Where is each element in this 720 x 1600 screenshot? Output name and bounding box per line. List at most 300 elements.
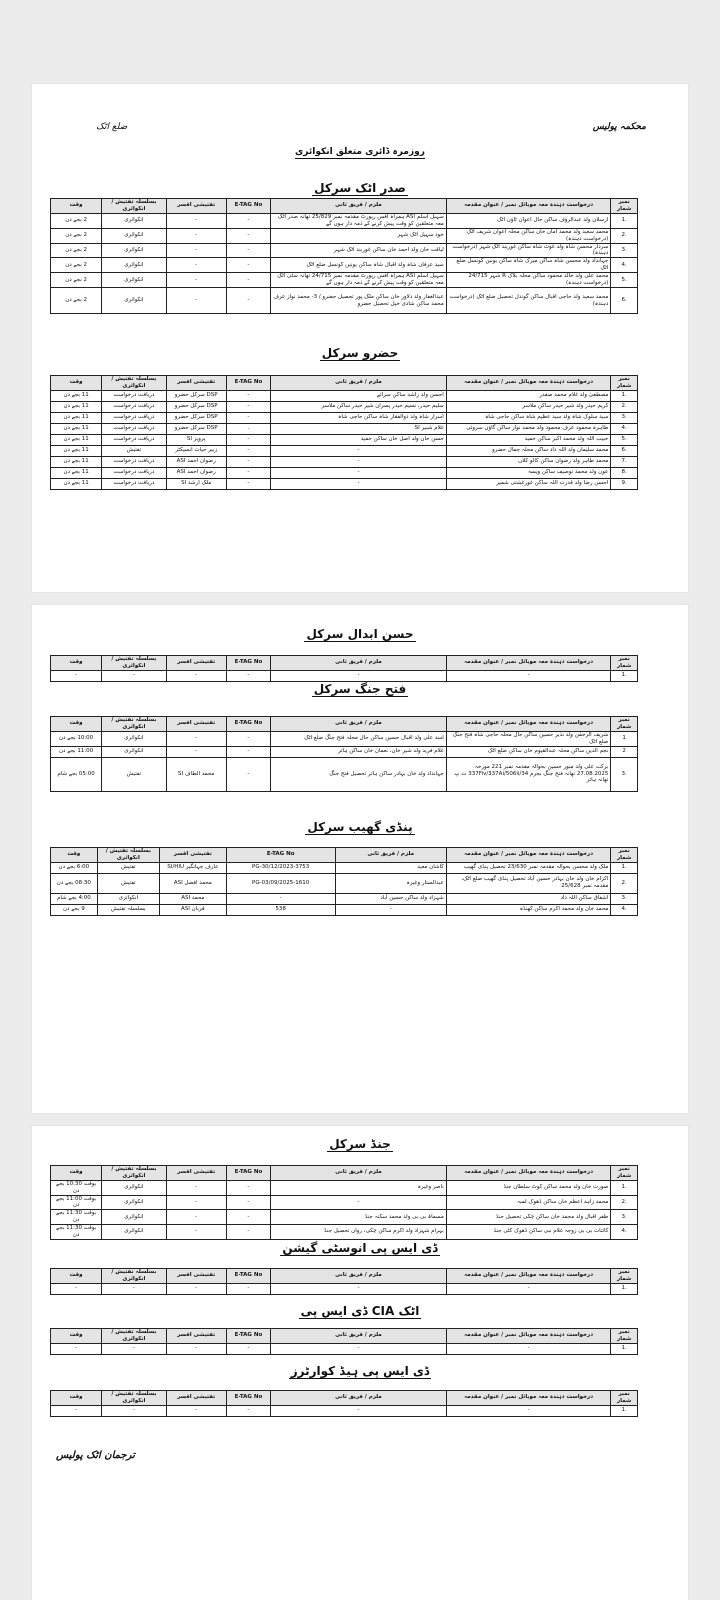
table-cell: - xyxy=(226,1283,270,1294)
column-header: نمبر شمار xyxy=(611,1269,638,1284)
table-cell: - xyxy=(226,1195,270,1210)
table-cell: - xyxy=(226,1225,270,1240)
table-cell: دریافت درخواست xyxy=(102,401,166,412)
section-title: حضرو سرکل xyxy=(321,346,399,360)
table-cell: کریم حیدر ولد شیر حیدر ساکن ملاسر xyxy=(446,401,611,412)
table-cell: شریف الرحمٰن ولد نذیر حسین ساکن حال محلہ حاجی شاہ فتح جنگ ضلع اٹک xyxy=(446,731,611,746)
table-cell: .4 xyxy=(611,258,638,273)
column-header: بسلسلہ تفتیش / انکوائری xyxy=(102,376,166,391)
table-cell: - xyxy=(226,1343,270,1354)
column-header: E-TAG No xyxy=(226,717,270,732)
table-cell: لیاقت خان ولد احمد خان ساکن غوربند اٹک شہر xyxy=(271,243,447,258)
table-cell: تفتیش xyxy=(97,862,159,873)
table-cell: انکوائری xyxy=(102,273,166,288)
table-cell: .7 xyxy=(611,456,638,467)
table-cell: قربان ASI xyxy=(159,904,226,915)
enquiry-table xyxy=(50,847,638,916)
table-row xyxy=(51,1210,638,1225)
column-header: تفتیشی افسر xyxy=(166,1166,226,1181)
section-title: جنڈ سرکل xyxy=(329,1137,391,1151)
table-row xyxy=(51,746,638,757)
column-header: درخواست دہندہ معہ موبائل نمبر / عنوان مقدمہ xyxy=(446,1329,611,1344)
enquiry-table xyxy=(50,1268,638,1295)
column-header: درخواست دہندہ معہ موبائل نمبر / عنوان مقدمہ xyxy=(446,848,611,863)
table-cell: .2 xyxy=(611,1195,638,1210)
table-cell: 05:00 بجے شام xyxy=(51,757,102,791)
column-header: بسلسلہ تفتیش / انکوائری xyxy=(102,1269,166,1284)
table-cell: محمد سعید ولد حاجی اقبال ساکن گوندل تحصیل ضلع اٹک (درخواست دہندہ) xyxy=(446,288,611,314)
table-cell: .1 xyxy=(611,1405,638,1416)
table-cell: - xyxy=(226,731,270,746)
column-header: بسلسلہ تفتیش / انکوائری xyxy=(97,848,159,863)
table-cell: - xyxy=(51,1405,102,1416)
table-cell: محمد سلیمان ولد اللہ داد ساکن محلہ جمال حضرو xyxy=(446,445,611,456)
table-cell: 11 بجے دن xyxy=(51,456,102,467)
table-row xyxy=(51,445,638,456)
column-header: نمبر شمار xyxy=(611,376,638,391)
table-cell: انکوائری xyxy=(97,893,159,904)
table-row xyxy=(51,873,638,893)
column-header: نمبر شمار xyxy=(611,656,638,671)
table-cell: - xyxy=(226,893,335,904)
table-cell: .3 xyxy=(611,757,638,791)
table-cell: .1 xyxy=(611,390,638,401)
table-cell: . xyxy=(226,423,270,434)
table-cell: - xyxy=(226,258,270,273)
table-cell: بوقت 11:30 بجے دن xyxy=(51,1225,102,1240)
column-header: بسلسلہ تفتیش / انکوائری xyxy=(102,1329,166,1344)
table-cell: .4 xyxy=(611,1225,638,1240)
table-cell: - xyxy=(166,228,226,243)
table-cell: - xyxy=(166,1225,226,1240)
table-cell: - xyxy=(226,670,270,681)
table-cell: - xyxy=(226,478,270,489)
column-header: تفتیشی افسر xyxy=(166,717,226,732)
column-header: تفتیشی افسر xyxy=(166,656,226,671)
table-cell: .6 xyxy=(611,445,638,456)
table-cell: رضوان احمد ASI xyxy=(166,467,226,478)
table-row xyxy=(51,862,638,873)
table-cell: 2 بجے دن xyxy=(51,288,102,314)
table-cell: - xyxy=(166,1210,226,1225)
table-cell: - xyxy=(271,1343,447,1354)
table-cell: - xyxy=(226,445,270,456)
column-header: تفتیشی افسر xyxy=(166,1269,226,1284)
table-cell: ارسلان ولد عبدالرؤف ساکن حال اعوان ٹاؤن اٹک xyxy=(446,213,611,228)
column-header: بسلسلہ تفتیش / انکوائری xyxy=(102,1166,166,1181)
column-header: E-TAG No xyxy=(226,1329,270,1344)
table-cell: 2 بجے دن xyxy=(51,243,102,258)
table-cell: دریافت درخواست xyxy=(102,434,166,445)
column-header: نمبر شمار xyxy=(611,848,638,863)
column-header: وقت xyxy=(51,1166,102,1181)
table-cell: دریافت درخواست xyxy=(102,412,166,423)
table-cell: سید سلوک شاہ ولد سید عظیم شاہ ساکن حاجی شاہ xyxy=(446,412,611,423)
table-row xyxy=(51,1405,638,1416)
table-cell: - xyxy=(102,1405,166,1416)
table-row xyxy=(51,456,638,467)
table-cell: - xyxy=(226,746,270,757)
table-cell: - xyxy=(166,243,226,258)
column-header: تفتیشی افسر xyxy=(166,199,226,214)
table-cell: بسلسلہ تفتیش xyxy=(97,904,159,915)
table-cell: محمد زاہد اعظم خان ساکن ڈھوک لمبہ xyxy=(446,1195,611,1210)
column-header: E-TAG No xyxy=(226,1391,270,1406)
table-cell: انکوائری xyxy=(102,228,166,243)
column-header: ملزم / فریق ثانی xyxy=(271,1391,447,1406)
table-row xyxy=(51,1343,638,1354)
table-cell: ملک ولد محسن بحوالہ مقدمہ نمبر 23/630 تحصیل پنڈی گھیب xyxy=(446,862,611,873)
table-cell: 11 بجے دن xyxy=(51,390,102,401)
table-cell: سہیل اسلم ASI ہمراہ آفس رپورٹ مقدمہ نمبر 24/715 تھانہ سٹی اٹک معہ متعلقین کو وقت پیش کرنے کے ذمہ دار ہوں گے xyxy=(271,273,447,288)
table-cell: طاہرہ محمود عرف محمود ولد محمد نواز ساکن گاؤں سروئی xyxy=(446,423,611,434)
table-cell: انکوائری xyxy=(102,1180,166,1195)
column-header: E-TAG No xyxy=(226,199,270,214)
table-cell: 11 بجے دن xyxy=(51,445,102,456)
table-cell: - xyxy=(226,228,270,243)
table-cell: تفتیش xyxy=(102,757,166,791)
table-cell: - xyxy=(446,670,611,681)
table-cell: مسماۃ بی بی ولد محمد سکنہ جنڈ xyxy=(271,1210,447,1225)
table-row xyxy=(51,893,638,904)
table-cell: - xyxy=(271,467,447,478)
table-cell: .4 xyxy=(611,423,638,434)
table-cell: .5 xyxy=(611,434,638,445)
table-cell: 11:00 بجے دن xyxy=(51,746,102,757)
table-cell: .1 xyxy=(611,1283,638,1294)
enquiry-table xyxy=(50,716,638,792)
table-cell: محمد علی ولد خالد محمود ساکن محلہ بلاک R شہر 24/715 (درخواست دہندہ) xyxy=(446,273,611,288)
table-cell: 6:00 بجے دن xyxy=(51,862,98,873)
table-cell: ناصر وغیرہ xyxy=(271,1180,447,1195)
table-cell: .8 xyxy=(611,467,638,478)
table-cell: غلام فرید ولد شیر خان، نعمان خان ساکن ہاتر xyxy=(271,746,447,757)
table-cell: PG-03/09/2025-1610 xyxy=(226,873,335,893)
table-cell: .1 xyxy=(611,213,638,228)
column-header: درخواست دہندہ معہ موبائل نمبر / عنوان مقدمہ xyxy=(446,1391,611,1406)
table-row xyxy=(51,213,638,228)
department-label: محکمہ پولیس xyxy=(592,122,646,132)
table-cell: - xyxy=(271,1405,447,1416)
section-title: صدر اٹک سرکل xyxy=(314,181,406,195)
column-header: بسلسلہ تفتیش / انکوائری xyxy=(102,199,166,214)
table-cell: نجم الدین ساکن محلہ عبدالقیوم خان ساکن ضلع اٹک xyxy=(446,746,611,757)
table-cell: - xyxy=(335,904,446,915)
table-cell: اشفاق ساکن اللہ داد xyxy=(446,893,611,904)
column-header: نمبر شمار xyxy=(611,1166,638,1181)
table-cell: تفتیش xyxy=(102,445,166,456)
column-header: درخواست دہندہ معہ موبائل نمبر / عنوان مقدمہ xyxy=(446,199,611,214)
table-cell: 2 بجے دن xyxy=(51,228,102,243)
table-cell: رضوان احمد ASI xyxy=(166,456,226,467)
table-cell: عون ولد محمد توصیف ساکن ویسہ xyxy=(446,467,611,478)
table-header-row xyxy=(51,1166,638,1181)
table-cell: انکوائری xyxy=(102,213,166,228)
table-cell: جہانداد ولد خان بہادر ساکن ہاتر تحصیل فتح جنگ xyxy=(271,757,447,791)
table-cell: محمد الطاف SI xyxy=(166,757,226,791)
table-cell: احسن ولد راشد ساکن سرائے xyxy=(271,390,447,401)
table-cell: .5 xyxy=(611,273,638,288)
table-cell: - xyxy=(102,1343,166,1354)
table-row xyxy=(51,401,638,412)
table-cell: - xyxy=(51,1283,102,1294)
table-cell: انکوائری xyxy=(102,1225,166,1240)
table-cell: - xyxy=(446,1405,611,1416)
table-cell: .3 xyxy=(611,243,638,258)
table-cell: - xyxy=(226,456,270,467)
table-cell: - xyxy=(166,213,226,228)
enquiry-table xyxy=(50,1328,638,1355)
table-cell: 538 xyxy=(226,904,335,915)
table-cell: غلام شبیر SI xyxy=(271,423,447,434)
table-cell: محمد افضل ASI xyxy=(159,873,226,893)
section-title: حسن ابدال سرکل xyxy=(306,627,414,641)
column-header: تفتیشی افسر xyxy=(166,1391,226,1406)
table-header-row xyxy=(51,717,638,732)
table-cell: عارف جہانگیر SI/HIU xyxy=(159,862,226,873)
table-cell: 2 بجے دن xyxy=(51,273,102,288)
table-cell: - xyxy=(226,757,270,791)
table-cell: - xyxy=(166,258,226,273)
column-header: ملزم / فریق ثانی xyxy=(271,656,447,671)
table-cell: - xyxy=(102,1283,166,1294)
table-cell: - xyxy=(166,1180,226,1195)
column-header: E-TAG No xyxy=(226,848,335,863)
enquiry-table xyxy=(50,655,638,682)
table-cell: ملک ارشد SI xyxy=(166,478,226,489)
table-cell: - xyxy=(271,1195,447,1210)
table-cell: DSP سرکل حضرو xyxy=(166,423,226,434)
table-cell: 11 بجے دن xyxy=(51,467,102,478)
table-cell: - xyxy=(166,731,226,746)
table-cell: 4:00 بجے شام xyxy=(51,893,98,904)
table-cell: 2 xyxy=(611,746,638,757)
column-header: E-TAG No xyxy=(226,656,270,671)
table-cell: دریافت درخواست xyxy=(102,423,166,434)
table-cell: .1 xyxy=(611,862,638,873)
column-header: ملزم / فریق ثانی xyxy=(271,1329,447,1344)
table-row xyxy=(51,423,638,434)
column-header: درخواست دہندہ معہ موبائل نمبر / عنوان مقدمہ xyxy=(446,656,611,671)
table-cell: DSP سرکل حضرو xyxy=(166,412,226,423)
column-header: نمبر شمار xyxy=(611,1391,638,1406)
table-cell: - xyxy=(226,243,270,258)
table-cell: احسن رضا ولد قدرت اللہ ساکن غورغشتی شمیر xyxy=(446,478,611,489)
table-cell: .2 xyxy=(611,401,638,412)
district-label: ضلع اٹک xyxy=(96,122,128,132)
column-header: E-TAG No xyxy=(226,1166,270,1181)
table-cell: - xyxy=(166,1343,226,1354)
table-cell: انکوائری xyxy=(102,1210,166,1225)
table-row xyxy=(51,904,638,915)
table-cell: جہانداد ولد محسن شاہ ساکن میرک شاہ ساکن یونین کونسل ضلع اٹک xyxy=(446,258,611,273)
table-cell: - xyxy=(226,390,270,401)
table-cell: - xyxy=(271,456,447,467)
table-cell: 2 بجے دن xyxy=(51,213,102,228)
table-cell: خود سہیل اٹک شہر xyxy=(271,228,447,243)
table-row xyxy=(51,434,638,445)
table-row xyxy=(51,228,638,243)
table-cell: DSP سرکل حضرو xyxy=(166,390,226,401)
enquiry-table xyxy=(50,375,638,490)
table-cell: دریافت درخواست xyxy=(102,390,166,401)
table-cell: 11 بجے دن xyxy=(51,423,102,434)
column-header: درخواست دہندہ معہ موبائل نمبر / عنوان مقدمہ xyxy=(446,717,611,732)
table-cell: - xyxy=(166,288,226,314)
column-header: وقت xyxy=(51,717,102,732)
table-cell: .1 xyxy=(611,670,638,681)
table-cell: محمد ASI xyxy=(159,893,226,904)
table-cell: PG-30/12/2023-3753 xyxy=(226,862,335,873)
table-cell: مصطفیٰ ولد غلام محمد صفدر xyxy=(446,390,611,401)
column-header: تفتیشی افسر xyxy=(159,848,226,863)
table-cell: شہزاد ولد ساکن حسین آباد xyxy=(335,893,446,904)
table-cell: 11 بجے دن xyxy=(51,401,102,412)
table-cell: زبیر حیات انسپکٹر xyxy=(166,445,226,456)
table-cell: - xyxy=(226,213,270,228)
table-cell: 2 بجے دن xyxy=(51,258,102,273)
table-cell: - xyxy=(226,273,270,288)
table-row xyxy=(51,273,638,288)
column-header: وقت xyxy=(51,376,102,391)
table-header-row xyxy=(51,199,638,214)
column-header: درخواست دہندہ معہ موبائل نمبر / عنوان مقدمہ xyxy=(446,1166,611,1181)
table-cell: محمد سعید ولد محمد امان خان ساکن محلہ اعوان شریف اٹک (درخواست دہندہ) xyxy=(446,228,611,243)
table-cell: .2 xyxy=(611,873,638,893)
table-cell: کائنات بی بی زوجہ غلام نبی ساکن ڈھوک کٹی جنڈ xyxy=(446,1225,611,1240)
table-header-row xyxy=(51,1329,638,1344)
table-cell: بوقت 11:00 بجے دن xyxy=(51,1195,102,1210)
table-row xyxy=(51,731,638,746)
column-header: ملزم / فریق ثانی xyxy=(271,717,447,732)
table-cell: .4 xyxy=(611,904,638,915)
column-header: تفتیشی افسر xyxy=(166,1329,226,1344)
column-header: بسلسلہ تفتیش / انکوائری xyxy=(102,717,166,732)
table-cell: سردار محسن شاہ ولد غوث شاہ ساکن غوربند اٹک شہر (درخواست دہندہ) xyxy=(446,243,611,258)
table-row xyxy=(51,1225,638,1240)
table-cell: - xyxy=(166,1283,226,1294)
column-header: ملزم / فریق ثانی xyxy=(271,199,447,214)
table-cell: - xyxy=(226,401,270,412)
table-cell: .9 xyxy=(611,478,638,489)
table-row xyxy=(51,243,638,258)
column-header: بسلسلہ تفتیش / انکوائری xyxy=(102,656,166,671)
table-cell: انکوائری xyxy=(102,243,166,258)
enquiry-table xyxy=(50,198,638,314)
table-row xyxy=(51,258,638,273)
table-cell: - xyxy=(271,478,447,489)
table-cell: - xyxy=(226,1210,270,1225)
table-cell: - xyxy=(166,1195,226,1210)
table-cell: سہیل اسلم ASI ہمراہ آفس رپورٹ مقدمہ نمبر 25/829 تھانہ صدر اٹک معہ متعلقین کو وقت پیش کرنے کے ذمہ دار ہوں گے xyxy=(271,213,447,228)
table-cell: اکرام خان ولد خان بہادر حسین آباد تحصیل پنڈی گھیب ضلع اٹک، مقدمہ نمبر 25/628 xyxy=(446,873,611,893)
table-row xyxy=(51,390,638,401)
column-header: درخواست دہندہ معہ موبائل نمبر / عنوان مقدمہ xyxy=(446,376,611,391)
table-cell: انکوائری xyxy=(102,746,166,757)
table-cell: دریافت درخواست xyxy=(102,456,166,467)
column-header: وقت xyxy=(51,848,98,863)
table-cell: بوقت 10:30 بجے دن xyxy=(51,1180,102,1195)
table-row xyxy=(51,412,638,423)
table-row xyxy=(51,670,638,681)
table-cell: 9 بجے دن xyxy=(51,904,98,915)
column-header: درخواست دہندہ معہ موبائل نمبر / عنوان مقدمہ xyxy=(446,1269,611,1284)
section-title: ڈی ایس پی CIA اٹک xyxy=(300,1304,420,1318)
column-header: نمبر شمار xyxy=(611,717,638,732)
signature: ترجمان اٹک پولیس xyxy=(56,1450,135,1461)
table-cell: اسد علی ولد اقبال حسین ساکن حال محلہ فتح جنگ ضلع اٹک xyxy=(271,731,447,746)
table-cell: صورت خان ولد محمد ساکن کوٹ سلطان جنڈ xyxy=(446,1180,611,1195)
table-cell: سلیم حیدر، نسیم حیدر پسران شیر حیدر ساکن ملاسر xyxy=(271,401,447,412)
table-cell: 08:30 بجے دن xyxy=(51,873,98,893)
table-cell: 10:00 بجے دن xyxy=(51,731,102,746)
table-cell: حبیب اللہ ولد محمد اکبر ساکن حمید xyxy=(446,434,611,445)
table-row xyxy=(51,467,638,478)
table-row xyxy=(51,478,638,489)
column-header: ملزم / فریق ثانی xyxy=(335,848,446,863)
table-cell: عبدالغفار ولد دلاور خان ساکن ملک پور تحصیل حضرو / 3- محمد نواز عرف محمد ساکن شادی خیل تحصیل حضرو xyxy=(271,288,447,314)
table-row xyxy=(51,1283,638,1294)
table-cell: - xyxy=(102,670,166,681)
column-header: وقت xyxy=(51,656,102,671)
table-cell: - xyxy=(446,1343,611,1354)
table-cell: تفتیش xyxy=(97,873,159,893)
table-cell: - xyxy=(166,1405,226,1416)
table-row xyxy=(51,1195,638,1210)
table-cell: حسن خان ولد اصل خان ساکن حمید xyxy=(271,434,447,445)
table-cell: انکوائری xyxy=(102,1195,166,1210)
table-cell: بہرام شہزاد ولد اکرم ساکن چکی، رواں تحصیل جنڈ xyxy=(271,1225,447,1240)
table-cell: - xyxy=(271,1283,447,1294)
column-header: وقت xyxy=(51,1329,102,1344)
table-cell: - xyxy=(271,445,447,456)
table-header-row xyxy=(51,1269,638,1284)
table-cell: محمد طاہر ولد رضوان ساکن کالو کلاں xyxy=(446,456,611,467)
column-header: وقت xyxy=(51,1391,102,1406)
table-cell: دریافت درخواست xyxy=(102,478,166,489)
column-header: ملزم / فریق ثانی xyxy=(271,1166,447,1181)
table-cell: - xyxy=(51,1343,102,1354)
column-header: بسلسلہ تفتیش / انکوائری xyxy=(102,1391,166,1406)
table-cell: برکت علی ولد منور حسین بحوالہ مقدمہ نمبر 221 مورخہ 27.08.2025 تھانہ فتح جنگ بجرم 337Fiv/337Ai/506ii/34 ت پ تھانہ ہاتر xyxy=(446,757,611,791)
enquiry-table xyxy=(50,1165,638,1240)
section-title: ڈی ایس پی انوسٹی گیشن xyxy=(282,1241,438,1255)
table-cell: انکوائری xyxy=(102,288,166,314)
table-cell: - xyxy=(226,1405,270,1416)
table-cell: DSP سرکل حضرو xyxy=(166,401,226,412)
table-cell: 11 بجے دن xyxy=(51,434,102,445)
section-title: ڈی ایس پی ہیڈ کوارٹرز xyxy=(290,1364,430,1378)
document-page-1 xyxy=(32,84,688,592)
column-header: ملزم / فریق ثانی xyxy=(271,376,447,391)
table-cell: .3 xyxy=(611,412,638,423)
table-row xyxy=(51,1180,638,1195)
enquiry-table xyxy=(50,1390,638,1417)
table-cell: عبدالستار وغیرہ xyxy=(335,873,446,893)
table-cell: - xyxy=(226,434,270,445)
table-cell: .3 xyxy=(611,893,638,904)
table-cell: 11 بجے دن xyxy=(51,412,102,423)
column-header: تفتیشی افسر xyxy=(166,376,226,391)
table-cell: انکوائری xyxy=(102,731,166,746)
table-cell: - xyxy=(226,1180,270,1195)
table-row xyxy=(51,757,638,791)
section-title: فتح جنگ سرکل xyxy=(313,682,407,696)
table-cell: - xyxy=(51,670,102,681)
table-cell: - xyxy=(271,670,447,681)
column-header: وقت xyxy=(51,1269,102,1284)
table-cell: - xyxy=(226,412,270,423)
